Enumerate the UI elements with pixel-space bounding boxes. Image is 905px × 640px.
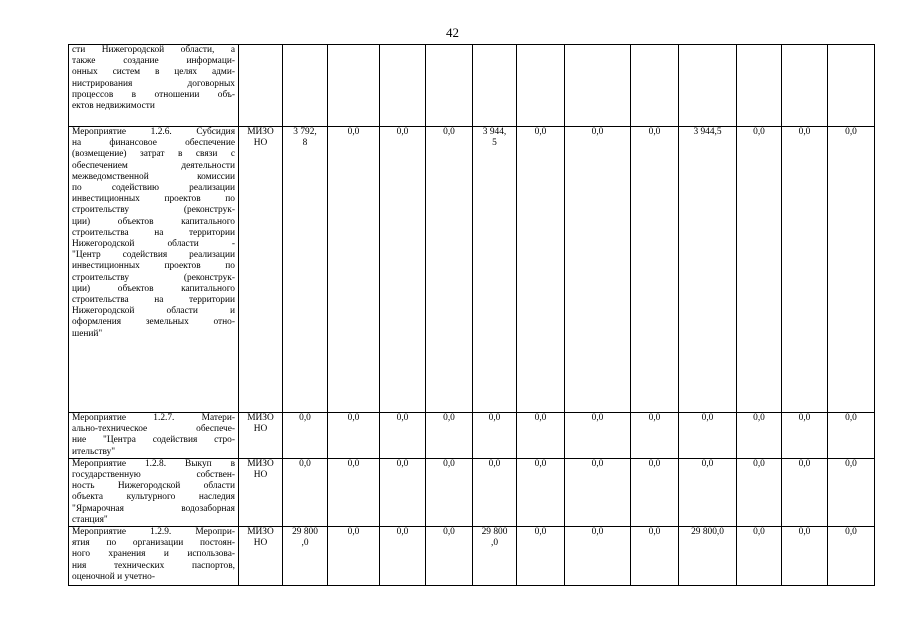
value-cell	[737, 45, 782, 127]
value-line: 0,0	[347, 458, 360, 469]
value-cell	[737, 127, 782, 413]
value-cell	[517, 127, 565, 413]
value-cell	[283, 527, 328, 586]
description-line: "Центр содействия реализации	[72, 250, 235, 261]
value-cell	[517, 527, 565, 586]
value-line: 0,0	[701, 458, 714, 469]
description-line: ного хранения и использова-	[72, 549, 235, 560]
value-line: 0,0	[591, 413, 604, 423]
value-cell	[283, 458, 328, 526]
description-line: ние "Центра содействия стро-	[72, 435, 235, 446]
value-cell	[565, 45, 631, 127]
value-cell	[328, 413, 380, 459]
value-cell	[828, 127, 875, 413]
value-cell	[380, 458, 426, 526]
value-line: 0,0	[591, 127, 604, 137]
executor-line: НО	[253, 538, 268, 549]
executor-cell	[239, 127, 283, 413]
value-cell	[426, 413, 473, 459]
value-cell	[631, 527, 679, 586]
description-line: нистрирования договорных	[72, 78, 235, 89]
value-cell	[473, 127, 517, 413]
value-cell	[426, 127, 473, 413]
description-line: межведомственной комиссии	[72, 171, 235, 182]
value-cell	[565, 527, 631, 586]
value-line: 0,0	[798, 127, 811, 137]
executor-cell	[239, 45, 283, 127]
executor-line: МИЗО	[247, 413, 274, 423]
value-cell	[380, 527, 426, 586]
description-line: государственную собствен-	[72, 470, 235, 481]
description-line: Нижегородской области -	[72, 239, 235, 250]
value-cell	[473, 458, 517, 526]
description-line: шений"	[72, 328, 103, 339]
value-cell	[782, 45, 828, 127]
value-cell	[828, 45, 875, 127]
value-line: 0,0	[488, 413, 501, 423]
value-line: 3 792,	[293, 127, 317, 137]
page-number: 42	[446, 25, 459, 40]
value-cell	[737, 527, 782, 586]
description-line: строительства на территории	[72, 227, 235, 238]
value-line: 0,0	[648, 458, 661, 469]
value-line: 0,0	[591, 458, 604, 469]
value-cell	[473, 527, 517, 586]
value-line: 0,0	[798, 413, 811, 423]
value-line: 0,0	[534, 458, 547, 469]
value-line: 5	[492, 138, 497, 149]
value-cell	[679, 127, 737, 413]
value-line: 0,0	[396, 413, 409, 423]
value-cell	[679, 458, 737, 526]
value-line: 0,0	[753, 127, 765, 137]
description-line: на финансовое обеспечение	[72, 138, 235, 149]
executor-cell	[239, 458, 283, 526]
description-line: ции) объектов капитального	[72, 216, 235, 227]
executor-line: НО	[253, 138, 268, 149]
value-line: ,0	[301, 538, 309, 549]
value-cell	[565, 458, 631, 526]
value-cell	[828, 413, 875, 459]
table-row	[69, 458, 875, 526]
description-line: ектов недвижимости	[72, 101, 155, 112]
value-line: 0,0	[648, 127, 661, 137]
description-line: строительству (реконструк-	[72, 205, 235, 216]
value-cell	[679, 413, 737, 459]
value-line: 0,0	[845, 458, 857, 469]
value-cell	[380, 127, 426, 413]
value-cell	[283, 127, 328, 413]
value-cell	[283, 45, 328, 127]
description-line: (возмещение) затрат в связи с	[72, 149, 235, 160]
value-line: 0,0	[299, 458, 311, 469]
description-line: объекта культурного наследия	[72, 492, 235, 503]
description-line: ятия по организации постоян-	[72, 538, 235, 549]
value-cell	[283, 413, 328, 459]
value-cell	[631, 413, 679, 459]
value-cell	[473, 45, 517, 127]
description-line: Мероприятие 1.2.7. Матери-	[72, 413, 235, 423]
value-line: 0,0	[845, 527, 857, 538]
value-line: 0,0	[534, 413, 547, 423]
description-line: станция"	[72, 514, 108, 525]
value-line: 0,0	[443, 413, 455, 423]
activity-description-cell	[69, 458, 239, 526]
value-cell	[328, 127, 380, 413]
description-line: Мероприятие 1.2.9. Меропри-	[72, 527, 235, 538]
value-cell	[380, 45, 426, 127]
value-line: 0,0	[753, 527, 765, 538]
value-line: 0,0	[443, 127, 455, 137]
budget-table	[68, 44, 875, 586]
value-line: ,0	[490, 538, 499, 549]
value-cell	[631, 458, 679, 526]
description-line: "Ярмарочная водозаборная	[72, 503, 235, 514]
description-line: по содействию реализации	[72, 183, 235, 194]
value-cell	[328, 527, 380, 586]
value-line: 29 800	[481, 527, 508, 538]
executor-line: НО	[253, 470, 268, 481]
description-line: ции) объектов капитального	[72, 283, 235, 294]
value-cell	[517, 413, 565, 459]
value-cell	[679, 527, 737, 586]
description-line: оформления земельных отно-	[72, 317, 235, 328]
description-line: ния технических паспортов,	[72, 560, 235, 571]
description-line: Нижегородской области и	[72, 306, 235, 317]
value-line: 8	[302, 138, 308, 149]
value-cell	[828, 458, 875, 526]
value-line: 0,0	[347, 127, 360, 137]
executor-line: МИЗО	[247, 527, 274, 538]
value-cell	[565, 413, 631, 459]
table-row	[69, 527, 875, 586]
activity-description-cell	[69, 413, 239, 459]
table-row	[69, 127, 875, 413]
description-line: ительству"	[72, 446, 116, 457]
value-line: 0,0	[443, 458, 455, 469]
value-line: 0,0	[299, 413, 311, 423]
value-line: 0,0	[534, 527, 547, 538]
table-row	[69, 45, 875, 127]
description-line: инвестиционных проектов по	[72, 194, 235, 205]
executor-cell	[239, 527, 283, 586]
description-line: процессов в отношении объ-	[72, 89, 235, 100]
value-line: 0,0	[443, 527, 455, 538]
activity-description-cell	[69, 527, 239, 586]
description-line: ально-техническое обеспече-	[72, 424, 235, 435]
value-line: 3 944,	[482, 127, 507, 137]
value-line: 0,0	[347, 413, 360, 423]
value-cell	[517, 45, 565, 127]
value-cell	[737, 458, 782, 526]
value-cell	[782, 458, 828, 526]
value-cell	[828, 527, 875, 586]
value-line: 0,0	[648, 527, 661, 538]
description-line: инвестиционных проектов по	[72, 261, 235, 272]
activity-description-cell	[69, 45, 239, 127]
value-line: 0,0	[591, 527, 604, 538]
description-line: Мероприятие 1.2.8. Выкуп в	[72, 458, 235, 469]
value-cell	[679, 45, 737, 127]
description-line: онных систем в целях адми-	[72, 67, 235, 78]
value-line: 0,0	[347, 527, 360, 538]
value-cell	[517, 458, 565, 526]
value-cell	[782, 527, 828, 586]
value-line: 0,0	[845, 127, 857, 137]
value-cell	[426, 458, 473, 526]
executor-cell	[239, 413, 283, 459]
value-cell	[782, 127, 828, 413]
value-line: 0,0	[701, 413, 714, 423]
value-cell	[782, 413, 828, 459]
value-cell	[631, 127, 679, 413]
value-line: 0,0	[488, 458, 501, 469]
table-row	[69, 413, 875, 459]
activity-description-cell	[69, 127, 239, 413]
value-cell	[426, 45, 473, 127]
value-line: 0,0	[798, 527, 811, 538]
value-cell	[328, 45, 380, 127]
value-cell	[426, 527, 473, 586]
value-line: 29 800,0	[691, 527, 724, 538]
value-line: 0,0	[396, 527, 409, 538]
value-line: 0,0	[753, 413, 765, 423]
description-line: оценочной и учетно-	[72, 571, 155, 582]
description-line: Мероприятие 1.2.6. Субсидия	[72, 127, 235, 137]
description-line: обеспечением деятельности	[72, 160, 235, 171]
value-cell	[328, 458, 380, 526]
description-line: также создание информаци-	[72, 56, 235, 67]
value-line: 0,0	[753, 458, 765, 469]
value-cell	[380, 413, 426, 459]
value-cell	[473, 413, 517, 459]
value-cell	[631, 45, 679, 127]
description-line: строительства на территории	[72, 295, 235, 306]
value-line: 0,0	[534, 127, 547, 137]
value-line: 3 944,5	[693, 127, 722, 137]
description-line: сти Нижегородской области, а	[72, 45, 235, 55]
description-line: строительству (реконструк-	[72, 272, 235, 283]
value-cell	[737, 413, 782, 459]
value-line: 0,0	[396, 127, 409, 137]
value-line: 0,0	[648, 413, 661, 423]
value-line: 0,0	[396, 458, 409, 469]
value-line: 0,0	[798, 458, 811, 469]
value-line: 29 800	[292, 527, 318, 538]
value-line: 0,0	[845, 413, 857, 423]
executor-line: МИЗО	[247, 458, 274, 469]
executor-line: МИЗО	[247, 127, 274, 137]
executor-line: НО	[253, 424, 268, 435]
value-cell	[565, 127, 631, 413]
description-line: ность Нижегородской области	[72, 481, 235, 492]
